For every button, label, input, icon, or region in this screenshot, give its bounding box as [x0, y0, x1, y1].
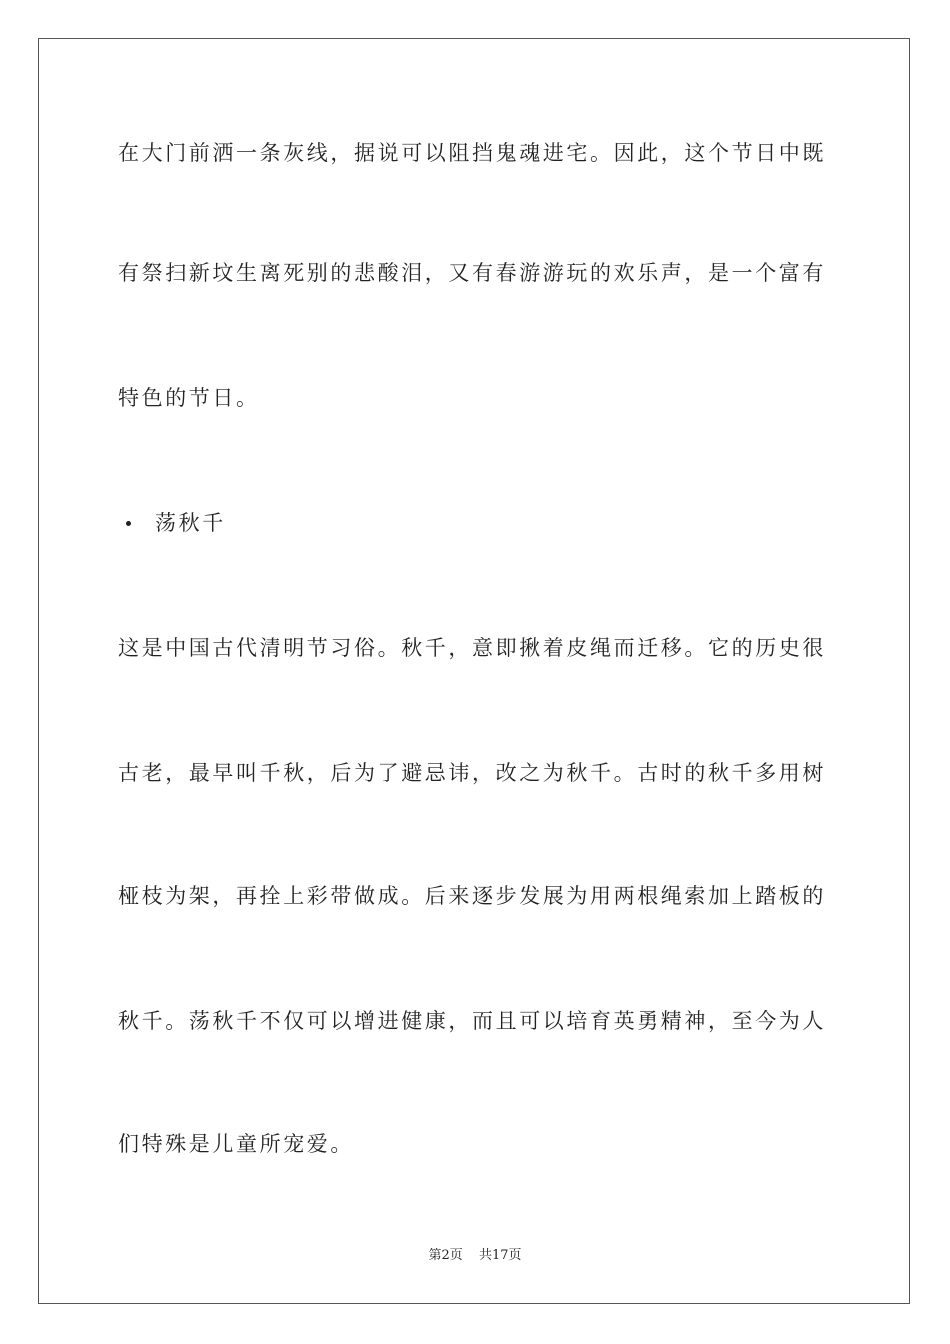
paragraph-line: 秋千。荡秋千不仅可以增进健康，而且可以培育英勇精神，至今为人: [118, 1009, 826, 1033]
paragraph-line: 在大门前洒一条灰线，据说可以阻挡鬼魂进宅。因此，这个节日中既: [118, 141, 826, 165]
paragraph-line: 古老，最早叫千秋，后为了避忌讳，改之为秋千。古时的秋千多用树: [118, 761, 826, 785]
page-footer: [0, 1247, 950, 1265]
paragraph-line: 桠枝为架，再拴上彩带做成。后来逐步发展为用两根绳索加上踏板的: [118, 884, 826, 908]
section-heading: [118, 509, 226, 537]
bullet-icon: [126, 521, 131, 526]
paragraph-line: 们特殊是儿童所宠爱。: [118, 1132, 354, 1156]
page-border: [38, 38, 910, 1304]
paragraph-line: 有祭扫新坟生离死别的悲酸泪，又有春游游玩的欢乐声，是一个富有: [118, 261, 826, 285]
section-heading-text: 荡秋千: [155, 511, 226, 535]
page-number: 第2页: [428, 1248, 463, 1263]
paragraph-line: 特色的节日。: [118, 386, 260, 410]
paragraph-line: 这是中国古代清明节习俗。秋千，意即揪着皮绳而迁移。它的历史很: [118, 636, 826, 660]
page-total: 共17页: [478, 1248, 522, 1263]
